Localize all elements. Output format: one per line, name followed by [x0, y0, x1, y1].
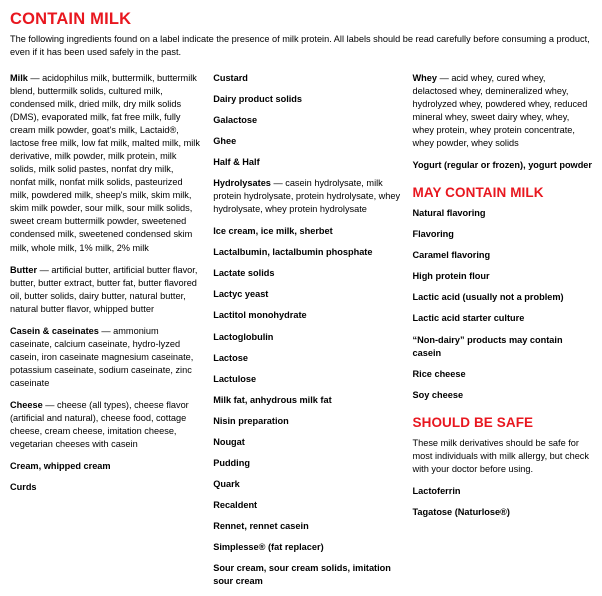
list-item	[213, 562, 400, 588]
term-label: Custard	[213, 72, 248, 83]
term-dash: —	[27, 72, 43, 83]
list-item	[10, 325, 201, 390]
term-label: Half & Half	[213, 156, 260, 167]
list-item	[10, 72, 201, 255]
term-label: Lactulose	[213, 373, 257, 384]
column-two	[213, 72, 400, 596]
term-dash: —	[37, 264, 52, 275]
list-item: High protein flour	[412, 271, 490, 282]
term-label: Simplesse® (fat replacer)	[213, 542, 324, 553]
list-item	[213, 177, 400, 216]
column-three	[413, 72, 593, 596]
list-item: Lactoferrin	[412, 485, 461, 496]
term-label: Galactose	[213, 114, 258, 125]
list-item	[10, 264, 201, 316]
term-label: Casein & caseinates	[10, 325, 99, 336]
list-item: Natural flavoring	[412, 208, 486, 219]
term-label: Nougat	[213, 436, 245, 447]
document-page	[0, 10, 602, 587]
column-one	[10, 72, 201, 596]
term-label: Milk	[10, 72, 28, 83]
term-label: Cream, whipped cream	[10, 461, 111, 472]
list-item	[213, 520, 400, 533]
list-item	[213, 478, 400, 491]
list-item	[213, 436, 400, 449]
term-body: acid whey, cured whey, delactosed whey, demineralized whey, hydrolyzed whey, powdered whey, reduced mineral whey, sweet dairy whey, whey, whey protein, whey protein concentrate, whey powder, whey solids	[412, 72, 588, 148]
list-item: Soy cheese	[412, 389, 464, 400]
term-label: Nisin preparation	[213, 415, 289, 426]
term-label: Whey	[412, 72, 438, 83]
section-heading-may-contain-milk: MAY CONTAIN MILK	[412, 185, 544, 201]
term-label: Lactitol monohydrate	[213, 310, 307, 321]
list-item	[213, 156, 400, 169]
list-item	[213, 288, 400, 301]
term-label: Cheese	[10, 400, 43, 411]
list-item	[413, 72, 593, 150]
list-item: “Non-dairy” products may contain casein	[412, 334, 563, 358]
list-item: Rice cheese	[412, 368, 466, 379]
term-label: Sour cream, sour cream solids, imitation sour cream	[213, 563, 391, 587]
list-item	[213, 373, 400, 386]
term-dash: —	[437, 72, 452, 83]
list-item	[213, 331, 400, 344]
term-label: Butter	[10, 264, 38, 275]
term-body: casein hydrolysate, milk protein hydrolysate, protein hydrolysate, whey hydrolysate, whey protein hydrolysate	[213, 178, 401, 215]
term-label: Milk fat, anhydrous milk fat	[213, 394, 332, 405]
term-label: Recaldent	[213, 500, 258, 510]
list-item	[413, 159, 593, 172]
term-label: Rennet, rennet casein	[213, 521, 309, 532]
list-item	[213, 352, 400, 365]
list-item	[213, 499, 400, 512]
term-label: Lactose	[213, 352, 248, 363]
section-heading-should-be-safe: SHOULD BE SAFE	[412, 414, 534, 430]
list-item	[213, 457, 400, 470]
list-item: Lactic acid starter culture	[412, 313, 525, 324]
intro-paragraph: The following ingredients found on a label indicate the presence of milk protein. All labels should be read carefully before consuming a product, even if it has been used safely in the past.	[10, 34, 590, 58]
term-body: artificial butter, artificial butter flavor, butter, butter extract, butter fat, butter flavored oil, butter solids, dairy butter, natural butter, natural butter flavor, whipped butter	[10, 264, 198, 314]
list-item	[213, 541, 400, 554]
should-be-safe-note: These milk derivatives should be safe for most individuals with milk allergy, but check with your doctor before using.	[412, 437, 589, 475]
term-body: acidophilus milk, buttermilk, buttermilk blend, buttermilk solids, cultured milk, condensed milk, dried milk, dry milk solids (DMS), evaporated milk, fat free milk, fully cream milk powder, goat's milk, Lactaid®, lactose free milk, low fat milk, malted milk, milk derivative, milk powder, milk protein, milk solids, milk solid pastes, nonfat dry milk, nonfat milk, nonfat milk solids, pasteurized milk, powdered milk, sheep's milk, skim milk, skim milk powder, sour milk, sour milk solids, sweet cream buttermilk powder, sweetened condensed milk, sweetened condensed skim milk, whole milk, 1% milk, 2% milk	[10, 72, 200, 253]
list-item: Caramel flavoring	[412, 250, 491, 261]
list-item	[213, 309, 400, 322]
list-item	[10, 481, 201, 494]
term-label: Quark	[213, 478, 240, 489]
term-label: Ice cream, ice milk, sherbet	[213, 226, 333, 237]
term-label: Curds	[10, 482, 37, 493]
list-item	[213, 246, 400, 259]
term-label: Pudding	[213, 457, 250, 468]
list-item	[213, 135, 400, 148]
list-item	[10, 460, 201, 473]
term-label: Hydrolysates	[213, 178, 271, 188]
term-body: ammonium caseinate, calcium caseinate, hydro-lyzed casein, iron caseinate magnesium caseinate, potassium caseinate, sodium caseinate, zinc caseinate	[10, 325, 194, 389]
list-item	[213, 267, 400, 280]
term-label: Lactoglobulin	[213, 331, 274, 342]
content-columns	[0, 72, 602, 596]
list-item: Tagatose (Naturlose®)	[412, 506, 510, 517]
term-label: Lactyc yeast	[213, 289, 269, 300]
list-item	[213, 72, 400, 85]
term-label: Yogurt (regular or frozen), yogurt powder	[412, 160, 592, 171]
list-item: Lactic acid (usually not a problem)	[412, 292, 564, 303]
term-dash: —	[270, 178, 286, 188]
list-item	[213, 394, 400, 407]
list-item	[213, 114, 400, 127]
list-item	[213, 93, 400, 106]
term-label: Lactalbumin, lactalbumin phosphate	[213, 247, 373, 258]
list-item	[10, 399, 201, 451]
term-label: Lactate solids	[213, 268, 275, 279]
term-dash: —	[98, 325, 114, 336]
term-label: Ghee	[213, 135, 237, 146]
list-item	[213, 225, 400, 238]
page-title: CONTAIN MILK	[10, 10, 132, 28]
term-dash: —	[42, 400, 57, 411]
term-body: cheese (all types), cheese flavor (artificial and natural), cheese food, cottage cheese, cream cheese, imitation cheese, vegetarian cheeses with casein	[10, 400, 189, 450]
term-label: Dairy product solids	[213, 93, 303, 104]
list-item	[213, 415, 400, 428]
list-item: Flavoring	[412, 229, 454, 240]
